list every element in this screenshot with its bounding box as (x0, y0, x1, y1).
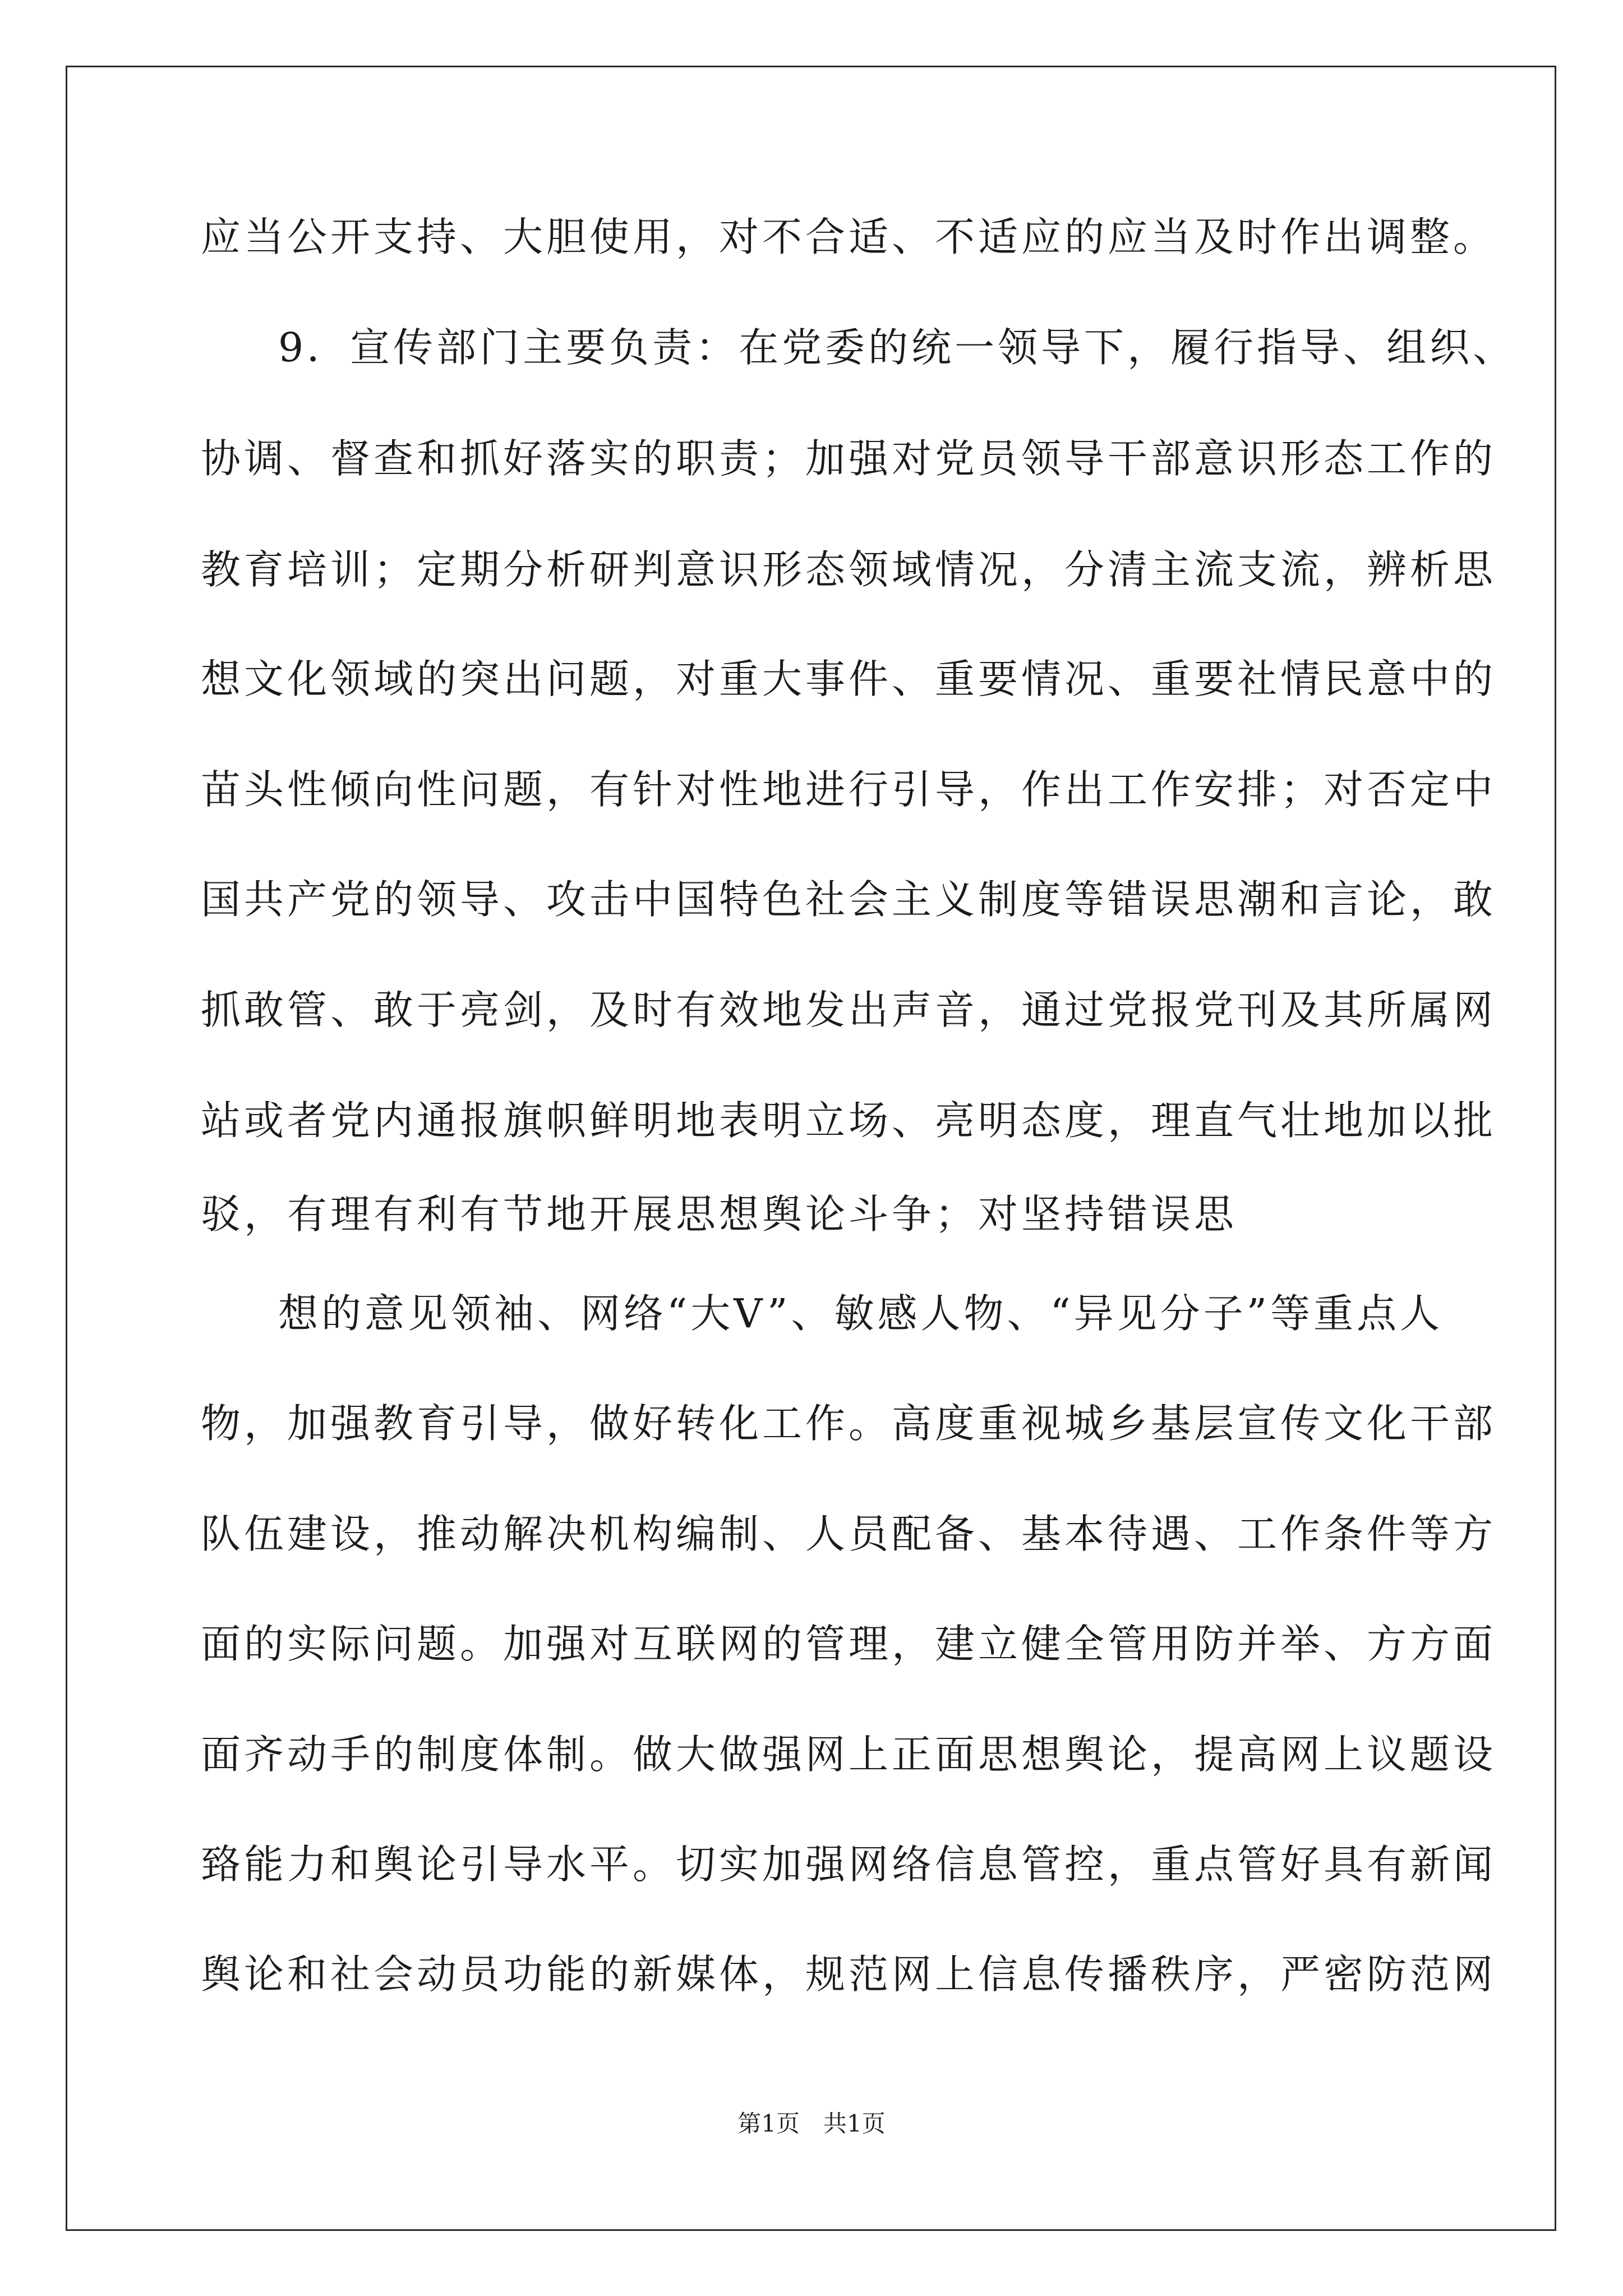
body-line-10: 驳，有理有利有节地开展思想舆论斗争；对坚持错误思 (201, 1191, 1238, 1237)
body-line-7: 国共产党的领导、攻击中国特色社会主义制度等错误思潮和言论，敢 (201, 876, 1497, 923)
body-line-14: 面的实际问题。加强对互联网的管理，建立健全管用防并举、方方面 (201, 1621, 1497, 1667)
body-line-15: 面齐动手的制度体制。做大做强网上正面思想舆论，提高网上议题设 (201, 1731, 1497, 1778)
body-line-5: 想文化领域的突出问题，对重大事件、重要情况、重要社情民意中的 (201, 656, 1497, 702)
body-line-2: 9．宣传部门主要负责：在党委的统一领导下，履行指导、组织、 (278, 324, 1516, 371)
body-line-4: 教育培训；定期分析研判意识形态领域情况，分清主流支流，辨析思 (201, 546, 1497, 593)
body-line-6: 苗头性倾向性问题，有针对性地进行引导，作出工作安排；对否定中 (201, 766, 1497, 813)
body-line-12: 物，加强教育引导，做好转化工作。高度重视城乡基层宣传文化干部 (201, 1400, 1497, 1447)
body-line-3: 协调、督查和抓好落实的职责；加强对党员领导干部意识形态工作的 (201, 435, 1497, 482)
body-line-11: 想的意见领袖、网络“大V”、敏感人物、“异见分子”等重点人 (278, 1290, 1444, 1337)
page-border (66, 66, 1556, 2231)
body-line-17: 舆论和社会动员功能的新媒体，规范网上信息传播秩序，严密防范网 (201, 1951, 1497, 1998)
body-line-1: 应当公开支持、大胆使用，对不合适、不适应的应当及时作出调整。 (201, 214, 1497, 260)
body-line-8: 抓敢管、敢于亮剑，及时有效地发出声音，通过党报党刊及其所属网 (201, 987, 1497, 1033)
body-line-13: 队伍建设，推动解决机构编制、人员配备、基本待遇、工作条件等方 (201, 1511, 1497, 1557)
body-line-9: 站或者党内通报旗帜鲜明地表明立场、亮明态度，理直气壮地加以批 (201, 1097, 1497, 1144)
page-footer: 第1页 共1页 (737, 2110, 886, 2137)
body-line-16: 臵能力和舆论引导水平。切实加强网络信息管控，重点管好具有新闻 (201, 1841, 1497, 1888)
